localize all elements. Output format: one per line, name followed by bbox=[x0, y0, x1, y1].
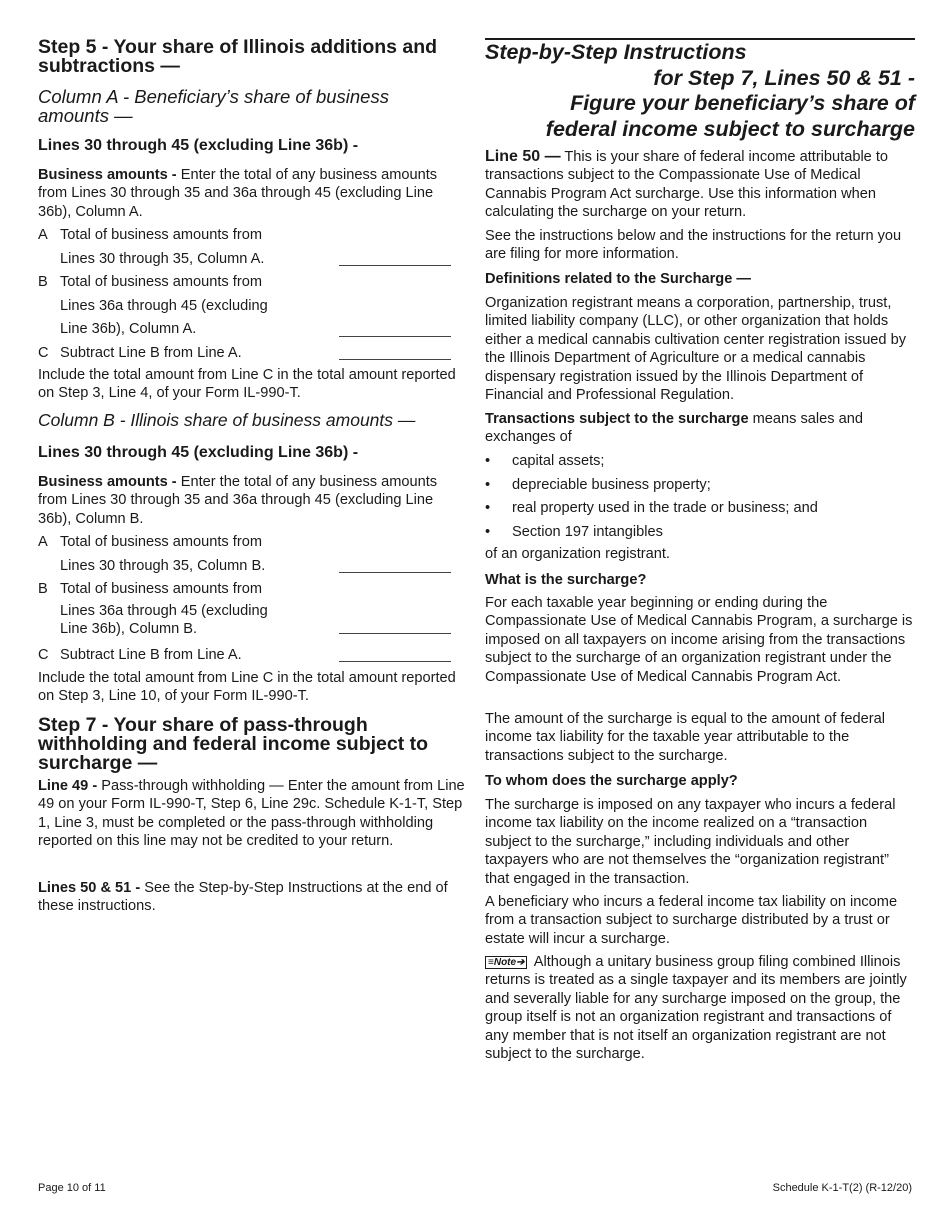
transactions-label: Transactions subject to the surcharge bbox=[485, 411, 749, 427]
note-icon: ≡Note➔ bbox=[485, 956, 527, 969]
worksheet-line-b bbox=[38, 271, 468, 342]
transactions-text: means sales and exchanges of bbox=[485, 411, 863, 446]
line-text: Lines 36a through 45 (excluding bbox=[60, 297, 268, 314]
title-line: Figure your beneficiary’s share of bbox=[570, 91, 915, 115]
column-b-include-note: Include the total amount from Line C in the total amount reported on Step 3, Line 10, of your Form IL-990-T. bbox=[38, 670, 456, 705]
column-b-worksheet bbox=[38, 531, 468, 667]
line-label: B bbox=[38, 581, 48, 597]
bullet: • bbox=[485, 523, 491, 540]
line-text: Total of business amounts from bbox=[60, 274, 262, 290]
list-item bbox=[485, 474, 915, 498]
step-by-step-title bbox=[485, 38, 915, 142]
beneficiary-text: A beneficiary who incurs a federal income tax liability on income from a transaction subject to surcharge distributed by a trust or estate will incur a surcharge. bbox=[485, 894, 898, 947]
entry-blank[interactable] bbox=[339, 336, 451, 337]
column-a-lines-heading: Lines 30 through 45 (excluding Line 36b) - bbox=[38, 137, 359, 154]
bullet: • bbox=[485, 453, 491, 469]
title-line: for Step 7, Lines 50 & 51 - bbox=[653, 65, 915, 90]
step5-title: Step 5 - Your share of Illinois additions and subtractions — bbox=[38, 36, 438, 77]
bullet: • bbox=[485, 500, 491, 516]
list-item-text: Section 197 intangibles bbox=[512, 523, 663, 540]
line-49-instructions bbox=[38, 777, 468, 851]
line-label: A bbox=[38, 534, 48, 550]
line-label: A bbox=[38, 227, 48, 243]
column-a-include-note: Include the total amount from Line C in the total amount reported on Step 3, Line 4, of your Form IL-990-T. bbox=[38, 367, 456, 402]
worksheet-line-a bbox=[38, 531, 468, 578]
line-label: C bbox=[38, 646, 49, 663]
line-50-text: This is your share of federal income attributable to transactions subject to the Compassionate Use of Medical Cannabis Program Act surcharge. Use this information when calculating the surcharge on your return. bbox=[485, 149, 889, 221]
list-item-text: capital assets; bbox=[512, 453, 605, 469]
business-amounts-text: Enter the total of any business amounts from Lines 30 through 35 and 36a through 45 (excluding Line 36b), Column A. bbox=[38, 167, 438, 220]
line-50-label: Line 50 — bbox=[485, 148, 561, 165]
organization-registrant-definition: Organization registrant means a corporation, partnership, trust, limited liability company (LLC), or other organization that holds either a medical cannabis cultivation center registration issued by the Illinois Department of Agriculture or a medical cannabis dispensary registration issued by the Illinois Department of Financial and Professional Regulation. bbox=[485, 295, 907, 404]
page-number: Page 10 of 11 bbox=[38, 1182, 106, 1194]
worksheet-line-a bbox=[38, 224, 468, 271]
business-amounts-text: Enter the total of any business amounts from Lines 30 through 35 and 36a through 45 (excluding Line 36b), Column B. bbox=[38, 474, 438, 527]
line-label: C bbox=[38, 344, 49, 361]
list-item bbox=[485, 450, 915, 474]
line-text: Total of business amounts from bbox=[60, 581, 262, 597]
business-amounts-label: Business amounts - bbox=[38, 474, 177, 490]
worksheet-line-c bbox=[38, 644, 468, 668]
entry-blank[interactable] bbox=[339, 661, 451, 662]
note-paragraph bbox=[485, 953, 915, 1063]
see-instructions: See the instructions below and the instructions for the return you are filing for more information. bbox=[485, 228, 902, 263]
line-49-label: Line 49 - bbox=[38, 778, 98, 794]
column-a-title: Column A - Beneficiary’s share of business amounts — bbox=[38, 86, 389, 126]
business-amounts-label: Business amounts - bbox=[38, 167, 177, 183]
line-text: Total of business amounts from bbox=[60, 227, 262, 243]
entry-blank[interactable] bbox=[339, 265, 451, 266]
entry-blank[interactable] bbox=[339, 572, 451, 573]
form-identifier: Schedule K-1-T(2) (R-12/20) bbox=[772, 1182, 912, 1194]
line-text: Lines 30 through 35, Column A. bbox=[60, 250, 265, 267]
column-b-lines-heading: Lines 30 through 45 (excluding Line 36b) - bbox=[38, 444, 359, 461]
line-text: Lines 30 through 35, Column B. bbox=[60, 557, 266, 574]
line-50-instructions bbox=[485, 148, 915, 222]
note-label: Note bbox=[493, 957, 517, 968]
to-whom-text: The surcharge is imposed on any taxpayer who incurs a federal income tax liability on the income realized on a “transaction subject to the surcharge,” including individuals and other taxpayers who are not themselves the “organization registrant” that engaged in the transaction. bbox=[485, 797, 896, 887]
lines-50-51-instructions bbox=[38, 879, 458, 916]
entry-blank[interactable] bbox=[339, 633, 451, 634]
title-line: Step-by-Step Instructions bbox=[485, 40, 747, 64]
column-a-worksheet bbox=[38, 224, 468, 365]
what-is-surcharge-text: For each taxable year beginning or ending during the Compassionate Use of Medical Cannabis Program, a surcharge is imposed on all taxpayers on income arising from the transactions subject to the surcharge of an organization registrant under the Compassionate Use of Medical Cannabis Program Act. bbox=[485, 595, 913, 685]
entry-blank[interactable] bbox=[339, 359, 451, 360]
line-49-text: Pass-through withholding — Enter the amount from Line 49 on your Form IL-990-T, Step 6, Line 29c. Schedule K-1-T, Step 1, Line 3, must be completed or the pass-through withholding reported on this line may not be credited to your return. bbox=[38, 778, 465, 850]
list-item bbox=[485, 521, 915, 545]
list-item-text: depreciable business property; bbox=[512, 476, 711, 493]
transactions-definition bbox=[485, 410, 915, 447]
surcharge-amount-text: The amount of the surcharge is equal to the amount of federal income tax liability for the taxable year attributable to the transactions subject to the surcharge. bbox=[485, 711, 885, 764]
note-text: Although a unitary business group filing combined Illinois returns is treated as a single taxpayer and its members are jointly and severally liable for any surcharge imposed on the group, the group itself is not an organization registrant and transactions of any member that is not itself an organization registrant are not subject to the surcharge. bbox=[485, 954, 907, 1063]
line-text: Lines 36a through 45 (excluding bbox=[60, 602, 268, 619]
step7-title: Step 7 - Your share of pass-through withholding and federal income subject to surcharge — bbox=[38, 714, 429, 774]
line-text: Line 36b), Column B. bbox=[60, 621, 198, 637]
lines-50-51-label: Lines 50 & 51 - bbox=[38, 880, 141, 896]
line-text: Subtract Line B from Line A. bbox=[60, 344, 242, 361]
worksheet-line-b bbox=[38, 578, 468, 639]
bullet: • bbox=[485, 476, 491, 493]
line-text: Subtract Line B from Line A. bbox=[60, 646, 242, 663]
to-whom-heading: To whom does the surcharge apply? bbox=[485, 773, 738, 789]
column-b-business-amounts bbox=[38, 473, 468, 528]
worksheet-line-c bbox=[38, 342, 468, 366]
line-text: Total of business amounts from bbox=[60, 534, 262, 550]
title-line: federal income subject to surcharge bbox=[545, 116, 915, 141]
line-label: B bbox=[38, 274, 48, 290]
column-a-business-amounts bbox=[38, 166, 468, 221]
column-b-title: Column B - Illinois share of business amounts — bbox=[38, 410, 416, 430]
definitions-heading: Definitions related to the Surcharge — bbox=[485, 271, 751, 287]
of-organization-registrant: of an organization registrant. bbox=[485, 546, 670, 562]
line-text: Line 36b), Column A. bbox=[60, 321, 197, 337]
transactions-list bbox=[485, 450, 915, 544]
list-item bbox=[485, 497, 915, 521]
list-item-text: real property used in the trade or business; and bbox=[512, 500, 818, 516]
lines-50-51-text: See the Step-by-Step Instructions at the end of these instructions. bbox=[38, 880, 448, 915]
what-is-surcharge-heading: What is the surcharge? bbox=[485, 572, 647, 588]
